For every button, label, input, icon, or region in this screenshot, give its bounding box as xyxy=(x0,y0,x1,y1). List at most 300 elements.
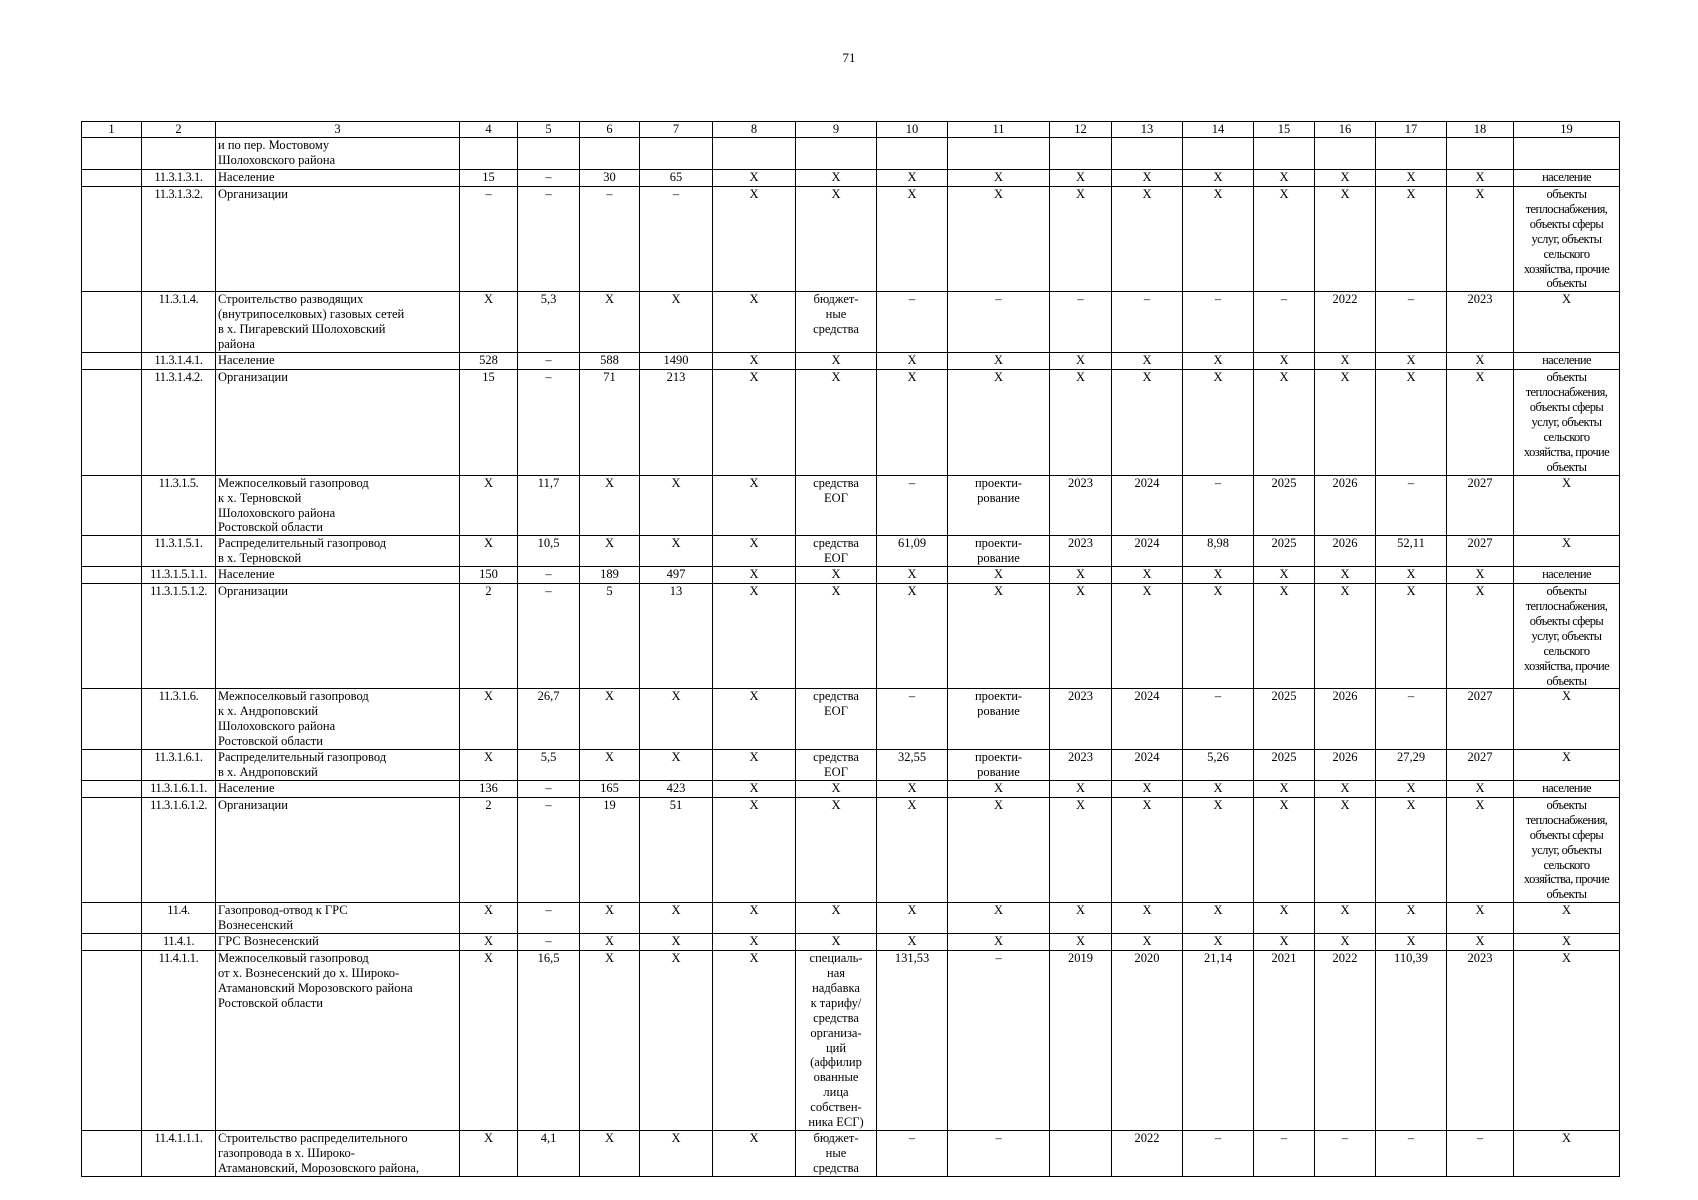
table-cell: X xyxy=(796,780,877,797)
table-cell: X xyxy=(948,170,1050,187)
table-cell: X xyxy=(640,475,713,536)
table-cell: X xyxy=(713,370,796,475)
table-cell: X xyxy=(713,187,796,292)
table-cell: 2027 xyxy=(1447,475,1514,536)
table-row xyxy=(82,750,1620,781)
table-cell: X xyxy=(640,1130,713,1176)
table-cell: X xyxy=(1514,689,1620,750)
table-cell: X xyxy=(1183,353,1254,370)
table-cell: X xyxy=(1315,903,1376,934)
table-cell: – xyxy=(640,187,713,292)
table-row xyxy=(82,187,1620,292)
table-cell: X xyxy=(877,370,948,475)
table-cell: Межпоселковый газопровод к х. Терновской Шолоховского района Ростовской области xyxy=(216,475,460,536)
table-cell xyxy=(82,353,142,370)
table-cell: X xyxy=(796,903,877,934)
table-cell: X xyxy=(877,797,948,902)
table-row xyxy=(82,951,1620,1131)
table-cell: X xyxy=(1315,584,1376,689)
table-cell: X xyxy=(1514,475,1620,536)
table-cell: 2025 xyxy=(1254,750,1315,781)
table-cell xyxy=(1376,138,1447,170)
table-cell xyxy=(82,903,142,934)
table-cell: 2026 xyxy=(1315,750,1376,781)
table-cell: X xyxy=(713,536,796,567)
table-cell: 165 xyxy=(580,780,640,797)
table-cell: X xyxy=(1254,187,1315,292)
table-cell xyxy=(82,187,142,292)
table-cell: Межпоселковый газопровод к х. Андроповский Шолоховского района Ростовской области xyxy=(216,689,460,750)
table-cell: средства ЕОГ xyxy=(796,689,877,750)
table-cell: X xyxy=(948,567,1050,584)
table-cell: X xyxy=(580,689,640,750)
table-cell: 11.3.1.6.1.2. xyxy=(142,797,216,902)
table-cell: X xyxy=(713,567,796,584)
table-cell: проекти- рование xyxy=(948,689,1050,750)
table-row xyxy=(82,903,1620,934)
table-cell: – xyxy=(1183,689,1254,750)
table-cell: X xyxy=(877,187,948,292)
table-cell: 11.3.1.3.1. xyxy=(142,170,216,187)
table-cell: X xyxy=(796,170,877,187)
table-cell: 11.3.1.5.1.1. xyxy=(142,567,216,584)
table-cell: 2023 xyxy=(1050,689,1112,750)
table-cell: X xyxy=(1183,780,1254,797)
table-cell: 2022 xyxy=(1315,951,1376,1131)
table-cell: – xyxy=(460,187,518,292)
table-cell: X xyxy=(1112,187,1183,292)
table-cell xyxy=(82,934,142,951)
table-cell: 2025 xyxy=(1254,475,1315,536)
table-cell xyxy=(82,797,142,902)
table-cell: 61,09 xyxy=(877,536,948,567)
table-cell: X xyxy=(1514,951,1620,1131)
table-row xyxy=(82,475,1620,536)
table-cell: 27,29 xyxy=(1376,750,1447,781)
table-cell: – xyxy=(518,353,580,370)
column-header: 7 xyxy=(640,122,713,138)
table-cell: X xyxy=(1112,353,1183,370)
table-cell: 5,5 xyxy=(518,750,580,781)
table-cell: – xyxy=(1050,292,1112,353)
table-cell: X xyxy=(1050,187,1112,292)
table-cell: X xyxy=(460,689,518,750)
header-row xyxy=(82,122,1620,138)
table-cell: 423 xyxy=(640,780,713,797)
table-cell: объекты теплоснабжения, объекты сферы услуг, объекты сельского хозяйства, прочие объекты xyxy=(1514,797,1620,902)
table-cell: X xyxy=(460,903,518,934)
table-cell: X xyxy=(640,689,713,750)
table-cell: X xyxy=(1376,353,1447,370)
table-cell: X xyxy=(1514,292,1620,353)
table-cell: X xyxy=(1315,934,1376,951)
table-cell: 2026 xyxy=(1315,475,1376,536)
table-cell: – xyxy=(877,292,948,353)
table-cell: 2024 xyxy=(1112,475,1183,536)
table-cell: – xyxy=(1447,1130,1514,1176)
column-header: 8 xyxy=(713,122,796,138)
table-cell: – xyxy=(1376,689,1447,750)
table-cell: население xyxy=(1514,780,1620,797)
column-header: 19 xyxy=(1514,122,1620,138)
table-cell: 15 xyxy=(460,170,518,187)
table-cell: X xyxy=(1050,934,1112,951)
table-cell xyxy=(82,1130,142,1176)
table-cell: Организации xyxy=(216,584,460,689)
table-cell: X xyxy=(877,903,948,934)
table-cell: 11.4.1.1.1. xyxy=(142,1130,216,1176)
table-cell xyxy=(948,138,1050,170)
table-cell: X xyxy=(460,934,518,951)
table-cell: – xyxy=(877,1130,948,1176)
table-cell: бюджет- ные средства xyxy=(796,292,877,353)
table-cell: – xyxy=(877,475,948,536)
column-header: 2 xyxy=(142,122,216,138)
table-cell: X xyxy=(1254,370,1315,475)
table-cell: 2 xyxy=(460,797,518,902)
table-cell: X xyxy=(1376,584,1447,689)
table-row xyxy=(82,138,1620,170)
table-cell: X xyxy=(460,536,518,567)
table-cell: – xyxy=(518,903,580,934)
table-cell: X xyxy=(1183,187,1254,292)
table-cell: 21,14 xyxy=(1183,951,1254,1131)
table-cell: Строительство распределительного газопровода в х. Широко- Атамановский, Морозовского района, xyxy=(216,1130,460,1176)
table-cell: X xyxy=(713,951,796,1131)
table-cell: 2023 xyxy=(1447,951,1514,1131)
table-cell: – xyxy=(1376,1130,1447,1176)
table-cell: X xyxy=(1315,567,1376,584)
table-cell xyxy=(640,138,713,170)
table-cell: X xyxy=(640,951,713,1131)
table-cell: X xyxy=(713,780,796,797)
table-cell: X xyxy=(1050,584,1112,689)
table-cell: 5 xyxy=(580,584,640,689)
table-cell: X xyxy=(1376,187,1447,292)
table-cell: X xyxy=(877,353,948,370)
table-cell: X xyxy=(877,567,948,584)
table-cell: X xyxy=(713,353,796,370)
table-cell: Организации xyxy=(216,797,460,902)
table-cell: 11.4.1.1. xyxy=(142,951,216,1131)
table-row xyxy=(82,170,1620,187)
column-header: 3 xyxy=(216,122,460,138)
table-cell: X xyxy=(1514,934,1620,951)
table-cell: X xyxy=(1447,353,1514,370)
table-cell: 497 xyxy=(640,567,713,584)
table-row xyxy=(82,689,1620,750)
table-cell: X xyxy=(948,934,1050,951)
table-cell: X xyxy=(713,475,796,536)
table-cell: – xyxy=(1112,292,1183,353)
table-cell: X xyxy=(460,951,518,1131)
table-cell: X xyxy=(1514,903,1620,934)
table-cell xyxy=(82,170,142,187)
table-cell: 51 xyxy=(640,797,713,902)
table-cell: 2021 xyxy=(1254,951,1315,1131)
table-cell xyxy=(82,292,142,353)
table-cell: 30 xyxy=(580,170,640,187)
table-cell: X xyxy=(1254,934,1315,951)
table-cell: X xyxy=(1376,780,1447,797)
table-body xyxy=(82,138,1620,1177)
column-header: 1 xyxy=(82,122,142,138)
table-cell: X xyxy=(580,292,640,353)
table-cell: 2020 xyxy=(1112,951,1183,1131)
table-row xyxy=(82,292,1620,353)
table-cell: X xyxy=(948,797,1050,902)
table-cell: X xyxy=(1183,584,1254,689)
table-cell xyxy=(1183,138,1254,170)
table-cell: X xyxy=(1315,370,1376,475)
table-cell: X xyxy=(948,370,1050,475)
column-header: 10 xyxy=(877,122,948,138)
table-cell: X xyxy=(1447,187,1514,292)
table-cell: X xyxy=(796,187,877,292)
table-cell: 11.3.1.6.1. xyxy=(142,750,216,781)
table-cell: 2027 xyxy=(1447,750,1514,781)
table-cell: X xyxy=(713,903,796,934)
table-row xyxy=(82,567,1620,584)
table-cell xyxy=(82,475,142,536)
table-cell: X xyxy=(1112,370,1183,475)
table-cell: Организации xyxy=(216,187,460,292)
table-cell: и по пер. Мостовому Шолоховского района xyxy=(216,138,460,170)
page-number: 71 xyxy=(842,50,856,65)
column-header: 4 xyxy=(460,122,518,138)
table-cell xyxy=(142,138,216,170)
table-cell: 65 xyxy=(640,170,713,187)
table-cell: – xyxy=(580,187,640,292)
table-cell: Организации xyxy=(216,370,460,475)
table-cell: X xyxy=(640,536,713,567)
table-cell: бюджет- ные средства xyxy=(796,1130,877,1176)
table-cell xyxy=(82,750,142,781)
table-cell: X xyxy=(580,536,640,567)
table-cell: – xyxy=(518,187,580,292)
table-cell: X xyxy=(1254,353,1315,370)
table-cell xyxy=(1050,138,1112,170)
table-cell: 11.4. xyxy=(142,903,216,934)
table-cell: Газопровод-отвод к ГРС Вознесенский xyxy=(216,903,460,934)
table-cell: 11.3.1.4.1. xyxy=(142,353,216,370)
table-cell xyxy=(1514,138,1620,170)
table-cell: население xyxy=(1514,170,1620,187)
table-cell: 131,53 xyxy=(877,951,948,1131)
table-cell: X xyxy=(1050,567,1112,584)
table-cell: средства ЕОГ xyxy=(796,536,877,567)
table-cell: X xyxy=(796,370,877,475)
table-cell xyxy=(82,584,142,689)
table-cell: 71 xyxy=(580,370,640,475)
table-cell xyxy=(580,138,640,170)
table-cell xyxy=(82,138,142,170)
table-cell: X xyxy=(1183,370,1254,475)
table-cell: 2027 xyxy=(1447,689,1514,750)
table-cell xyxy=(82,951,142,1131)
table-row xyxy=(82,797,1620,902)
table-cell: X xyxy=(877,584,948,689)
table-cell: X xyxy=(1376,797,1447,902)
table-cell: X xyxy=(877,780,948,797)
table-cell xyxy=(82,780,142,797)
table-cell: – xyxy=(518,370,580,475)
table-cell: объекты теплоснабжения, объекты сферы услуг, объекты сельского хозяйства, прочие объекты xyxy=(1514,584,1620,689)
table-cell: 588 xyxy=(580,353,640,370)
table-cell: X xyxy=(580,934,640,951)
table-cell: – xyxy=(518,934,580,951)
table-cell: – xyxy=(518,797,580,902)
table-cell: X xyxy=(713,584,796,689)
table-cell: X xyxy=(1183,170,1254,187)
table-cell: – xyxy=(518,780,580,797)
table-cell: X xyxy=(580,1130,640,1176)
table-row xyxy=(82,1130,1620,1176)
data-table xyxy=(81,121,1620,1177)
table-cell: 2027 xyxy=(1447,536,1514,567)
table-row xyxy=(82,780,1620,797)
table-cell: X xyxy=(713,797,796,902)
table-cell: Межпоселковый газопровод от х. Вознесенский до х. Широко- Атамановский Морозовского района Ростовской области xyxy=(216,951,460,1131)
table-cell: X xyxy=(713,170,796,187)
table-cell: средства ЕОГ xyxy=(796,475,877,536)
table-cell: – xyxy=(948,292,1050,353)
table-cell xyxy=(82,536,142,567)
table-cell: X xyxy=(640,934,713,951)
table-cell: проекти- рование xyxy=(948,475,1050,536)
table-cell: 2019 xyxy=(1050,951,1112,1131)
table-cell: X xyxy=(877,934,948,951)
table-cell: X xyxy=(460,750,518,781)
table-cell xyxy=(713,138,796,170)
table-cell: 10,5 xyxy=(518,536,580,567)
table-cell: 16,5 xyxy=(518,951,580,1131)
table-cell: 2025 xyxy=(1254,536,1315,567)
column-header: 17 xyxy=(1376,122,1447,138)
table-cell: – xyxy=(1315,1130,1376,1176)
table-cell: 2 xyxy=(460,584,518,689)
table-cell: Распределительный газопровод в х. Андроповский xyxy=(216,750,460,781)
table-cell: 52,11 xyxy=(1376,536,1447,567)
column-header: 9 xyxy=(796,122,877,138)
table-cell: X xyxy=(460,1130,518,1176)
table-cell: X xyxy=(640,292,713,353)
table-cell: X xyxy=(1050,170,1112,187)
table-cell: 189 xyxy=(580,567,640,584)
table-cell: 8,98 xyxy=(1183,536,1254,567)
table-cell: X xyxy=(1376,370,1447,475)
table-cell: население xyxy=(1514,567,1620,584)
table-cell: 5,3 xyxy=(518,292,580,353)
table-cell: 11.3.1.5.1. xyxy=(142,536,216,567)
table-cell: X xyxy=(1050,903,1112,934)
table-cell: 110,39 xyxy=(1376,951,1447,1131)
table-cell: 528 xyxy=(460,353,518,370)
table-cell: X xyxy=(713,934,796,951)
table-cell: X xyxy=(948,584,1050,689)
table-row xyxy=(82,934,1620,951)
table-cell: X xyxy=(1447,170,1514,187)
table-cell xyxy=(1050,1130,1112,1176)
table-cell: X xyxy=(1183,903,1254,934)
table-cell: 2023 xyxy=(1050,475,1112,536)
table-cell: X xyxy=(1315,780,1376,797)
table-cell: 19 xyxy=(580,797,640,902)
table-cell: 2024 xyxy=(1112,750,1183,781)
table-cell: X xyxy=(1254,903,1315,934)
column-header: 15 xyxy=(1254,122,1315,138)
table-cell: X xyxy=(580,903,640,934)
table-cell: 5,26 xyxy=(1183,750,1254,781)
table-cell: X xyxy=(1112,903,1183,934)
table-cell: Население xyxy=(216,353,460,370)
table-cell: X xyxy=(713,750,796,781)
table-cell: X xyxy=(1447,797,1514,902)
table-cell: Население xyxy=(216,567,460,584)
table-cell: X xyxy=(948,780,1050,797)
table-cell: 2026 xyxy=(1315,536,1376,567)
table-cell: население xyxy=(1514,353,1620,370)
table-cell: 4,1 xyxy=(518,1130,580,1176)
table-cell: 2026 xyxy=(1315,689,1376,750)
table-cell: X xyxy=(1112,797,1183,902)
table-cell: 2025 xyxy=(1254,689,1315,750)
column-header: 12 xyxy=(1050,122,1112,138)
table-cell: – xyxy=(1183,292,1254,353)
table-cell: X xyxy=(1447,567,1514,584)
table-cell: X xyxy=(1376,567,1447,584)
table-cell: – xyxy=(948,951,1050,1131)
table-cell: X xyxy=(948,353,1050,370)
table-cell: X xyxy=(796,353,877,370)
table-cell: 11.4.1. xyxy=(142,934,216,951)
table-cell: X xyxy=(1112,567,1183,584)
table-cell: X xyxy=(1254,170,1315,187)
table-cell: – xyxy=(1376,475,1447,536)
table-cell: 11.3.1.4. xyxy=(142,292,216,353)
table-cell: X xyxy=(640,903,713,934)
table-cell: X xyxy=(1254,584,1315,689)
table-cell: 26,7 xyxy=(518,689,580,750)
table-cell: X xyxy=(1050,780,1112,797)
table-cell: X xyxy=(1050,353,1112,370)
table-cell: проекти- рование xyxy=(948,750,1050,781)
table-cell xyxy=(1254,138,1315,170)
table-cell: X xyxy=(948,903,1050,934)
table-cell: 11.3.1.3.2. xyxy=(142,187,216,292)
column-header: 6 xyxy=(580,122,640,138)
table-cell: X xyxy=(713,1130,796,1176)
column-header: 11 xyxy=(948,122,1050,138)
table-row xyxy=(82,536,1620,567)
table-cell: X xyxy=(796,934,877,951)
table-cell: 213 xyxy=(640,370,713,475)
table-cell: Население xyxy=(216,170,460,187)
table-cell: – xyxy=(877,689,948,750)
table-cell: X xyxy=(1514,750,1620,781)
column-header: 16 xyxy=(1315,122,1376,138)
table-cell: X xyxy=(713,689,796,750)
table-cell: 2024 xyxy=(1112,689,1183,750)
table-cell: X xyxy=(1183,567,1254,584)
table-cell: X xyxy=(1315,353,1376,370)
table-cell xyxy=(82,567,142,584)
table-cell xyxy=(1112,138,1183,170)
table-cell: 11.3.1.6.1.1. xyxy=(142,780,216,797)
table-cell: – xyxy=(518,170,580,187)
table-cell: ГРС Вознесенский xyxy=(216,934,460,951)
table-cell: X xyxy=(640,750,713,781)
